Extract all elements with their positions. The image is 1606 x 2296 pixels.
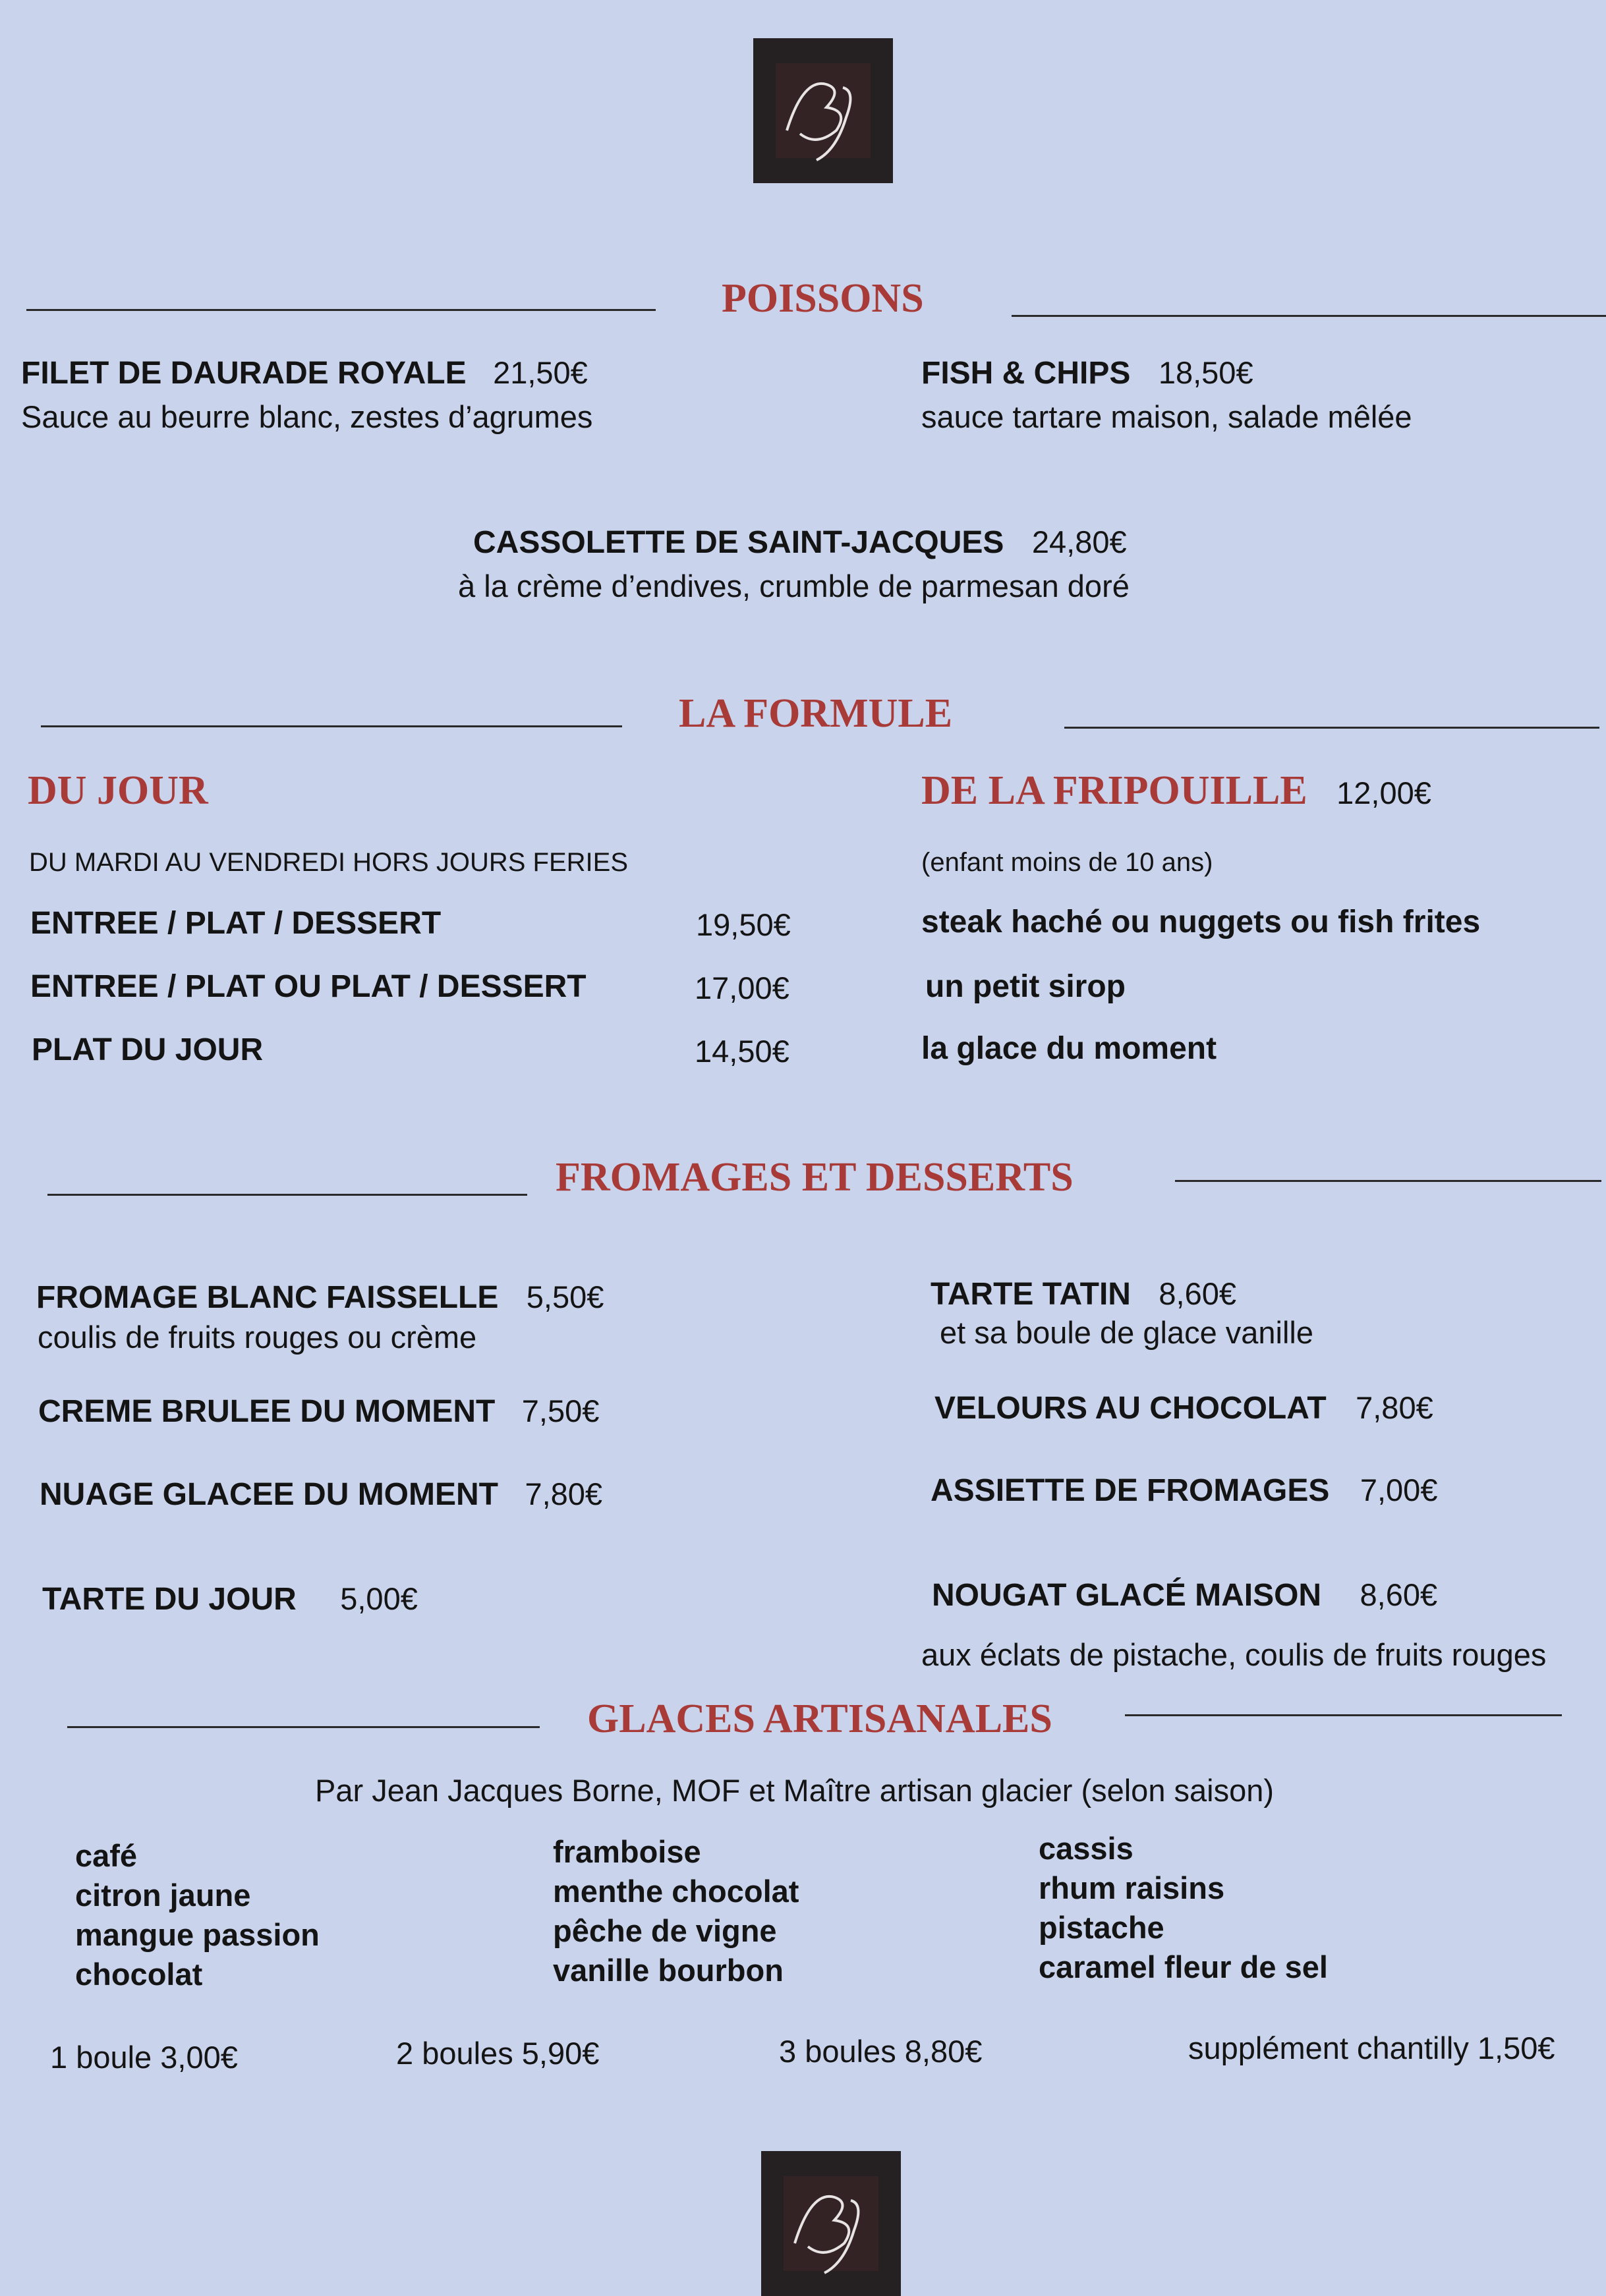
formule-fripouille-header (921, 768, 1431, 814)
menu-item-velours (934, 1389, 1433, 1426)
item-price: 7,80€ (525, 1476, 603, 1511)
fripouille-item: un petit sirop (925, 969, 1126, 1004)
item-name: FILET DE DAURADE ROYALE (21, 356, 467, 391)
flavor-column (1039, 1829, 1328, 1987)
item-price: 21,50€ (493, 355, 588, 390)
divider (47, 1194, 527, 1196)
logo-bottom (761, 2151, 901, 2296)
item-price: 5,50€ (526, 1279, 604, 1314)
monogram-icon (772, 2164, 890, 2283)
glace-price: 1 boule 3,00€ (50, 2040, 238, 2075)
item-price: 7,80€ (1356, 1390, 1433, 1425)
formule-du-jour-note: DU MARDI AU VENDREDI HORS JOURS FERIES (29, 848, 629, 877)
menu-item-creme-brulee (38, 1393, 599, 1430)
item-name: VELOURS AU CHOCOLAT (934, 1391, 1327, 1426)
menu-item-fish-chips (921, 354, 1253, 391)
item-name: CREME BRULEE DU MOMENT (38, 1394, 496, 1429)
flavor-item: menthe chocolat (553, 1874, 799, 1909)
item-name: NUAGE GLACEE DU MOMENT (40, 1477, 498, 1512)
section-title-glaces: GLACES ARTISANALES (587, 1696, 1052, 1741)
item-price: 7,00€ (1360, 1472, 1438, 1507)
flavor-item: vanille bourbon (553, 1953, 784, 1988)
divider (1125, 1714, 1562, 1716)
flavor-item: caramel fleur de sel (1039, 1949, 1328, 1984)
flavor-item: framboise (553, 1834, 701, 1869)
divider (1064, 727, 1599, 729)
item-description: sauce tartare maison, salade mêlée (921, 399, 1412, 434)
formule-item-price: 19,50€ (696, 907, 791, 942)
item-description: et sa boule de glace vanille (940, 1315, 1314, 1350)
formule-item-label: ENTREE / PLAT OU PLAT / DESSERT (30, 969, 587, 1004)
divider (26, 309, 656, 311)
menu-item-cassolette (473, 524, 1127, 561)
flavor-item: rhum raisins (1039, 1870, 1225, 1905)
flavor-item: chocolat (75, 1957, 203, 1992)
formule-item-price: 17,00€ (695, 970, 789, 1005)
item-price: 5,00€ (340, 1581, 418, 1616)
item-name: FROMAGE BLANC FAISSELLE (36, 1280, 499, 1315)
formule-fripouille-title: DE LA FRIPOUILLE (921, 768, 1307, 813)
menu-item-faisselle (36, 1279, 604, 1316)
menu-item-daurade (21, 354, 588, 391)
divider (41, 725, 622, 727)
item-price: 7,50€ (521, 1393, 600, 1428)
item-name: FISH & CHIPS (921, 356, 1131, 391)
menu-item-nougat (932, 1577, 1437, 1613)
fripouille-item: la glace du moment (921, 1031, 1217, 1066)
glace-price: supplément chantilly 1,50€ (1188, 2030, 1555, 2065)
formule-item-label: ENTREE / PLAT / DESSERT (30, 906, 442, 941)
divider (67, 1726, 540, 1728)
item-price: 8,60€ (1360, 1577, 1438, 1612)
item-name: ASSIETTE DE FROMAGES (931, 1473, 1330, 1508)
formule-fripouille-note: (enfant moins de 10 ans) (921, 848, 1213, 877)
flavor-item: café (75, 1838, 138, 1873)
flavor-item: mangue passion (75, 1917, 320, 1952)
item-description: à la crème d’endives, crumble de parmesan doré (458, 569, 1130, 603)
section-title-fromages: FROMAGES ET DESSERTS (556, 1155, 1074, 1200)
item-price: 18,50€ (1158, 355, 1253, 390)
section-title-formule: LA FORMULE (679, 691, 953, 736)
flavor-item: pistache (1039, 1910, 1164, 1945)
flavor-item: citron jaune (75, 1878, 251, 1913)
monogram-icon (764, 51, 882, 170)
flavor-column (75, 1836, 320, 1994)
menu-item-tarte-tatin (931, 1275, 1236, 1312)
menu-item-nuage (40, 1476, 602, 1513)
item-name: TARTE TATIN (931, 1277, 1131, 1312)
glaces-intro: Par Jean Jacques Borne, MOF et Maître artisan glacier (selon saison) (315, 1773, 1275, 1808)
flavor-item: pêche de vigne (553, 1913, 777, 1948)
item-description: aux éclats de pistache, coulis de fruits rouges (921, 1637, 1547, 1672)
formule-item-label: PLAT DU JOUR (32, 1032, 264, 1067)
section-title-poissons: POISSONS (722, 276, 924, 321)
glace-price: 2 boules 5,90€ (396, 2036, 600, 2071)
item-price: 24,80€ (1031, 524, 1127, 559)
item-description: coulis de fruits rouges ou crème (38, 1320, 477, 1355)
menu-item-assiette (931, 1472, 1437, 1509)
item-name: CASSOLETTE DE SAINT-JACQUES (473, 525, 1004, 560)
fripouille-item: steak haché ou nuggets ou fish frites (921, 905, 1481, 939)
flavor-column (553, 1832, 799, 1990)
logo-top (753, 38, 893, 183)
divider (1175, 1180, 1601, 1182)
menu-item-tarte-du-jour (42, 1581, 418, 1617)
flavor-item: cassis (1039, 1831, 1133, 1866)
divider (1012, 315, 1606, 317)
formule-du-jour-title: DU JOUR (28, 768, 208, 813)
formule-item-price: 14,50€ (695, 1034, 789, 1069)
formule-fripouille-price: 12,00€ (1336, 775, 1431, 810)
glace-price: 3 boules 8,80€ (779, 2034, 983, 2069)
item-description: Sauce au beurre blanc, zestes d’agrumes (21, 399, 593, 434)
item-name: NOUGAT GLACÉ MAISON (932, 1578, 1322, 1613)
item-name: TARTE DU JOUR (42, 1582, 297, 1617)
item-price: 8,60€ (1159, 1276, 1237, 1311)
